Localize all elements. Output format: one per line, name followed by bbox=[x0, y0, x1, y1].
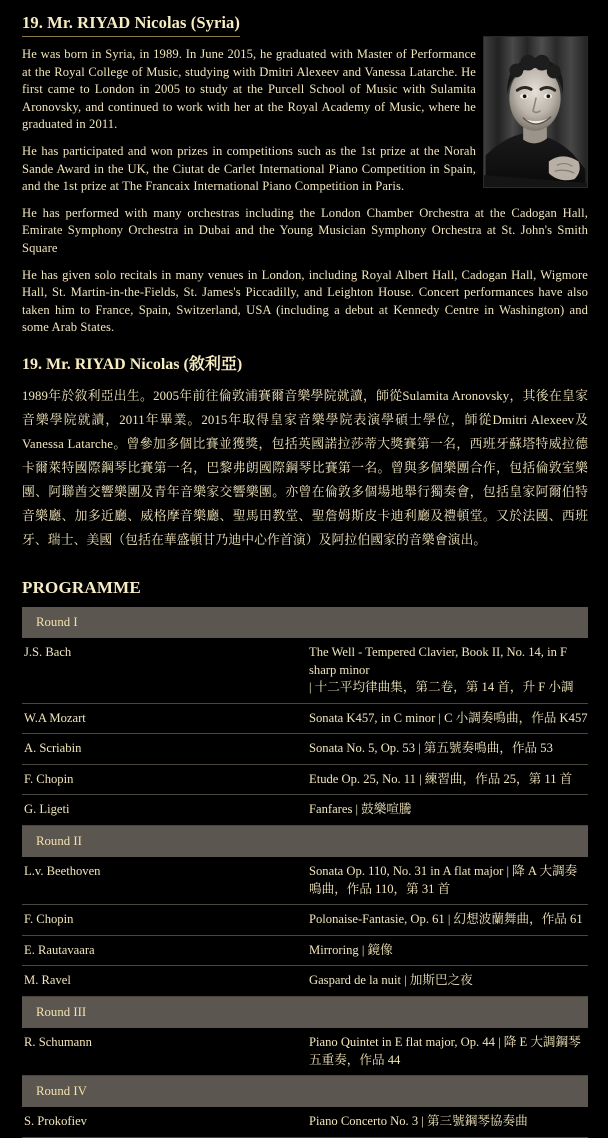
work-title-line-1: Gaspard de la nuit | 加斯巴之夜 bbox=[309, 973, 473, 988]
composer-name: R. Schumann bbox=[22, 1028, 305, 1076]
portrait-image bbox=[484, 37, 587, 187]
programme-work-row bbox=[22, 905, 588, 936]
programme-work-row bbox=[22, 638, 588, 703]
portrait-photo bbox=[483, 36, 588, 188]
programme-table bbox=[22, 607, 588, 1138]
work-title-line-1: Polonaise-Fantasie, Op. 61 | 幻想波蘭舞曲，作品 61 bbox=[309, 912, 583, 927]
programme-heading: PROGRAMME bbox=[22, 578, 141, 598]
composer-name: S. Prokofiev bbox=[22, 1107, 305, 1137]
work-title bbox=[305, 795, 588, 826]
work-title bbox=[305, 764, 588, 795]
programme-round-header bbox=[22, 1076, 588, 1108]
programme-work-row bbox=[22, 764, 588, 795]
work-title bbox=[305, 857, 588, 905]
bio-paragraph-chinese: 1989年於敘利亞出生。2005年前往倫敦浦賽爾音樂學院就讀，師從Sulamita Aronovsky，其後在皇家音樂學院就讀，2011年畢業。2015年取得皇家音樂學院表演學碩士學位，師從Dmitri Alexeev及Vanessa Latarche。曾參加多個比賽並獲獎，包括英國諾拉莎蒂大獎賽第一名，西班牙蘇塔特威拉德卡爾萊特國際鋼琴比賽第一名，巴黎弗朗國際鋼琴比賽第一名。曾與多個樂團合作，包括倫敦室樂團、阿聯酋交響樂團及青年音樂家交響樂團。亦曾在倫敦多個場地舉行獨奏會，包括皇家阿爾伯特音樂廳、加多近廳、威格摩音樂廳、聖馬田教堂、聖詹姆斯皮卡迪利廳及禮頓堂。又於法國、西班牙、瑞士、美國（包括在華盛頓甘乃迪中心作首演）及阿拉伯國家的音樂會演出。 bbox=[22, 389, 588, 548]
round-label: Round II bbox=[22, 825, 588, 857]
programme-work-row bbox=[22, 795, 588, 826]
work-title-line-1: Mirroring | 鏡像 bbox=[309, 942, 393, 957]
round-label: Round I bbox=[22, 607, 588, 638]
composer-name: F. Chopin bbox=[22, 764, 305, 795]
programme-work-row bbox=[22, 1107, 588, 1137]
work-title bbox=[305, 966, 588, 997]
composer-name: L.v. Beethoven bbox=[22, 857, 305, 905]
work-title bbox=[305, 638, 588, 703]
composer-name: F. Chopin bbox=[22, 905, 305, 936]
bio-paragraph-1: He was born in Syria, in 1989. In June 2015, he graduated with Master of Performance at the Royal College of Music, studying with Dmitri Alexeev and Vanessa Latarche. He first came to London in 2005 to study at the Purcell School of Music with Sulamita Aronovsky, and continued to work with her at the Royal Academy of Music, where he graduated in 2011. bbox=[22, 46, 476, 132]
work-title-line-1: Piano Quintet in E flat major, Op. 44 | 降 E 大調鋼琴五重奏，作品 44 bbox=[309, 1035, 581, 1067]
work-title bbox=[305, 1028, 588, 1076]
programme-work-row bbox=[22, 1028, 588, 1076]
work-title bbox=[305, 703, 588, 734]
composer-name: W.A Mozart bbox=[22, 703, 305, 734]
work-title-line-2: | 十二平均律曲集，第二卷，第 14 首，升 F 小調 bbox=[309, 680, 574, 695]
work-title-line-1: Sonata No. 5, Op. 53 | 第五號奏鳴曲，作品 53 bbox=[309, 741, 553, 756]
round-label: Round IV bbox=[22, 1076, 588, 1108]
programme-work-row bbox=[22, 857, 588, 905]
programme-work-row bbox=[22, 966, 588, 997]
composer-name: J.S. Bach bbox=[22, 638, 305, 703]
round-label: Round III bbox=[22, 996, 588, 1028]
programme-round-header bbox=[22, 607, 588, 638]
composer-name: G. Ligeti bbox=[22, 795, 305, 826]
programme-work-row bbox=[22, 703, 588, 734]
work-title-line-1: Fanfares | 鼓樂喧騰 bbox=[309, 802, 412, 817]
page-title: 19. Mr. RIYAD Nicolas (Syria) bbox=[22, 14, 240, 37]
work-title bbox=[305, 905, 588, 936]
bio-paragraph-3: He has performed with many orchestras including the London Chamber Orchestra at the Cadogan Hall, Emirate Symphony Orchestra in Dubai and the Young Musician Symphony Orchestra at St. John's Smith Square bbox=[22, 205, 588, 255]
work-title-line-1: Etude Op. 25, No. 11 | 練習曲，作品 25，第 11 首 bbox=[309, 771, 573, 786]
programme-work-row bbox=[22, 734, 588, 765]
work-title bbox=[305, 734, 588, 765]
composer-name: A. Scriabin bbox=[22, 734, 305, 765]
work-title-line-1: Sonata K457, in C minor | C 小調奏鳴曲，作品 K457 bbox=[309, 710, 588, 725]
work-title bbox=[305, 1107, 588, 1137]
work-title-line-1: Sonata Op. 110, No. 31 in A flat major | 降 A 大調奏鳴曲，作品 110，第 31 首 bbox=[309, 864, 578, 896]
bio-paragraph-4: He has given solo recitals in many venues in London, including Royal Albert Hall, Cadogan Hall, Wigmore Hall, St. Martin-in-the-Fields, St. James's Piccadilly, and Leighton House. Concert performances have also taken him to France, Spain, Switzerland, USA (including a debut at Kennedy Centre in Washington) and some Arab States. bbox=[22, 267, 588, 335]
page-title-chinese: 19. Mr. RIYAD Nicolas (敘利亞) bbox=[22, 355, 243, 373]
programme-round-header bbox=[22, 825, 588, 857]
programme-table-body bbox=[22, 607, 588, 1137]
work-title-line-1: The Well - Tempered Clavier, Book II, No. 14, in F sharp minor bbox=[309, 645, 568, 677]
work-title-line-1: Piano Concerto No. 3 | 第三號鋼琴協奏曲 bbox=[309, 1114, 528, 1129]
composer-name: E. Rautavaara bbox=[22, 935, 305, 966]
bio-paragraph-2: He has participated and won prizes in competitions such as the 1st prize at the Norah Sande Award in the UK, the Ciutat de Carlet International Piano Competition in Spain, and the 1st prize at The Francaix International Piano Competition in Paris. bbox=[22, 143, 476, 194]
work-title bbox=[305, 935, 588, 966]
composer-name: M. Ravel bbox=[22, 966, 305, 997]
programme-round-header bbox=[22, 996, 588, 1028]
programme-work-row bbox=[22, 935, 588, 966]
